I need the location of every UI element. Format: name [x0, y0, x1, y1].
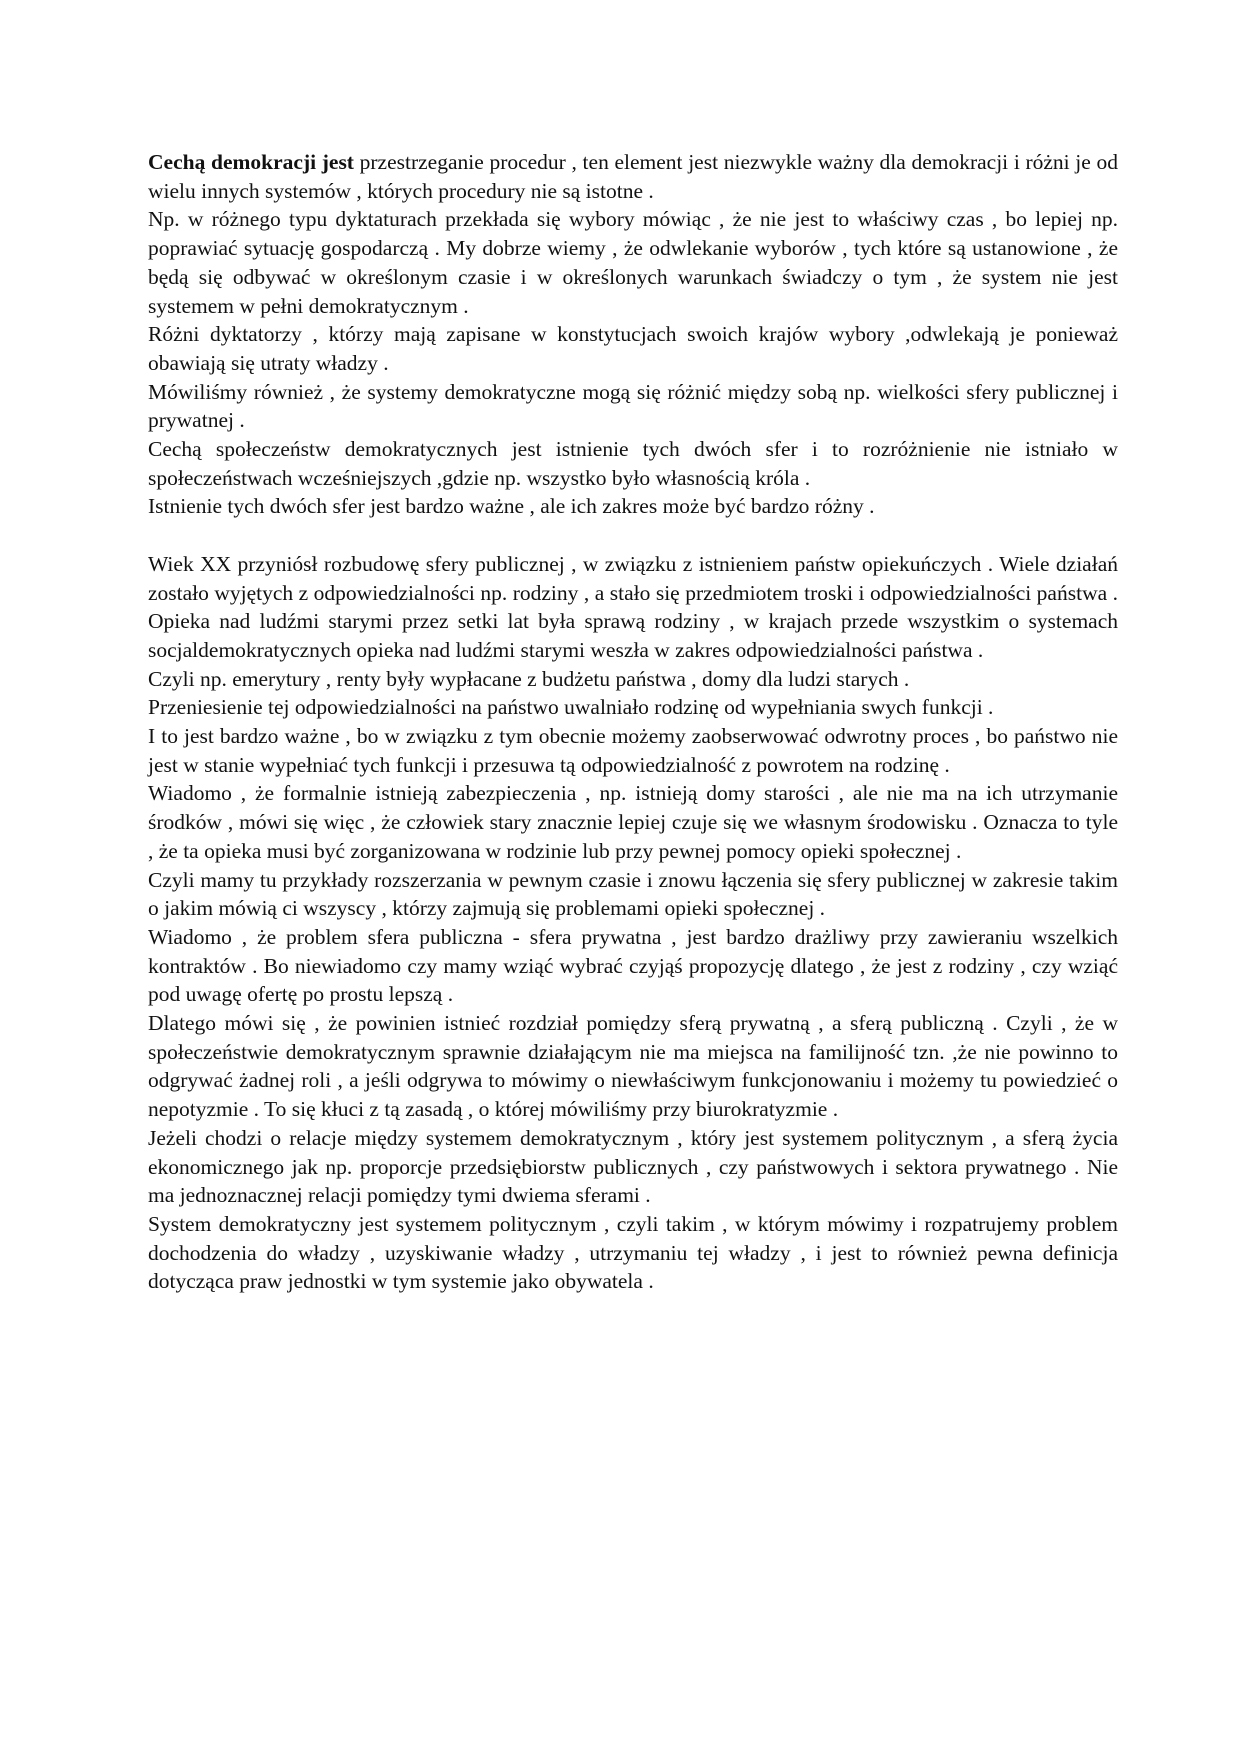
paragraph: Czyli mamy tu przykłady rozszerzania w pewnym czasie i znowu łączenia się sfery publicznej w zakresie takim o jakim mówią ci wszyscy , którzy zajmują się problemami opieki społecznej . — [148, 867, 1118, 921]
paragraph: Wiek XX przyniósł rozbudowę sfery publicznej , w związku z istnieniem państw opiekuńczych . Wiele działań zostało wyjętych z odpowiedzialności np. rodziny , a stało się przedmiotem troski i odpowiedzialności państwa . Opieka nad ludźmi starymi przez setki lat była sprawą rodziny , w krajach przede wszystkim o systemach socjaldemokratycznych opieka nad ludźmi starymi weszła w zakres odpowiedzialności państwa . — [148, 551, 1118, 662]
paragraph: Cechą społeczeństw demokratycznych jest istnienie tych dwóch sfer i to rozróżnienie nie istniało w społeczeństwach wcześniejszych ,gdzie np. wszystko było własnością króla . — [148, 437, 1118, 490]
paragraph: Przeniesienie tej odpowiedzialności na państwo uwalniało rodzinę od wypełniania swych funkcji . — [148, 695, 994, 720]
paragraph: Istnienie tych dwóch sfer jest bardzo ważne , ale ich zakres może być bardzo różny . — [148, 494, 875, 519]
paragraph: Dlatego mówi się , że powinien istnieć rozdział pomiędzy sferą prywatną , a sferą publiczną . Czyli , że w społeczeństwie demokratycznym sprawnie działającym nie ma miejsca na familijność tzn. ,że nie powinno to odgrywać żadnej roli , a jeśli odgrywa to mówimy o niewłaściwym funkcjonowaniu i możemy tu powiedzieć o nepotyzmie . To się kłuci z tą zasadą , o której mówiliśmy przy biurokratyzmie . — [148, 1011, 1118, 1122]
paragraph: Wiadomo , że formalnie istnieją zabezpieczenia , np. istnieją domy starości , ale nie ma na ich utrzymanie środków , mówi się więc , że człowiek stary znacznie lepiej czuje się we własnym środowisku . Oznacza to tyle , że ta opieka musi być zorganizowana w rodzinie lub przy pewnej pomocy opieki społecznej . — [148, 781, 1118, 863]
paragraph: Wiadomo , że problem sfera publiczna - sfera prywatna , jest bardzo drażliwy przy zawieraniu wszelkich kontraktów . Bo niewiadomo czy mamy wziąć wybrać czyjąś propozycję dlatego , że jest z rodziny , czy wziąć pod uwagę ofertę po prostu lepszą . — [148, 924, 1118, 1007]
bold-lead-text: Cechą demokracji jest — [148, 150, 354, 174]
document-page — [148, 148, 1118, 1296]
paragraph: Różni dyktatorzy , którzy mają zapisane w konstytucjach swoich krajów wybory ,odwlekają je ponieważ obawiają się utraty władzy . — [148, 322, 1118, 375]
paragraph: Np. w różnego typu dyktaturach przekłada się wybory mówiąc , że nie jest to właściwy czas , bo lepiej np. poprawiać sytuację gospodarczą . My dobrze wiemy , że odwlekanie wyborów , tych które są ustanowione , że będą się odbywać w określonym czasie i w określonych warunkach świadczy o tym , że system nie jest systemem w pełni demokratycznym . — [148, 207, 1118, 318]
paragraph: Jeżeli chodzi o relacje między systemem demokratycznym , który jest systemem politycznym , a sferą życia ekonomicznego jak np. proporcje przedsiębiorstw publicznych , czy państwowych i sektora prywatnego . Nie ma jednoznacznej relacji pomiędzy tymi dwiema sferami . — [148, 1125, 1118, 1208]
intro-text: przestrzeganie procedur , ten element jest niezwykle ważny dla demokracji i różni je od wielu innych systemów , których procedury nie są istotne . — [148, 150, 1118, 203]
paragraph: System demokratyczny jest systemem politycznym , czyli takim , w którym mówimy i rozpatrujemy problem dochodzenia do władzy , uzyskiwanie władzy , utrzymaniu tej władzy , i jest to również pewna definicja dotycząca praw jednostki w tym systemie jako obywatela . — [148, 1212, 1118, 1294]
paragraph-intro — [148, 148, 1118, 205]
paragraph: I to jest bardzo ważne , bo w związku z tym obecnie możemy zaobserwować odwrotny proces , bo państwo nie jest w stanie wypełniać tych funkcji i przesuwa tą odpowiedzialność z powrotem na rodzinę . — [148, 724, 1118, 777]
blank-line — [148, 521, 1118, 550]
paragraph: Mówiliśmy również , że systemy demokratyczne mogą się różnić między sobą np. wielkości sfery publicznej i prywatnej . — [148, 379, 1118, 433]
paragraph: Czyli np. emerytury , renty były wypłacane z budżetu państwa , domy dla ludzi starych . — [148, 666, 910, 691]
